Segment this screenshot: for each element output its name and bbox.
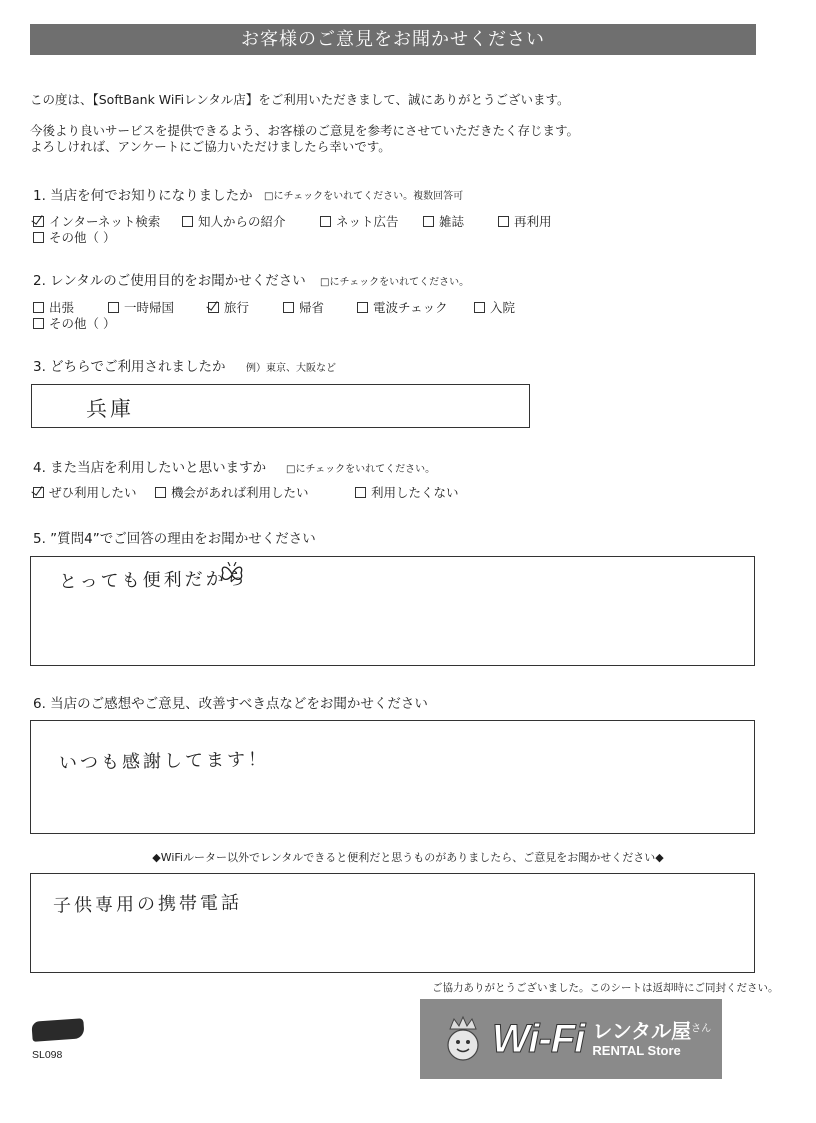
question-4: 4. また当店を利用したいと思いますか <box>33 460 267 476</box>
question-6: 6. 当店のご感想やご意見、改善すべき点などをお聞かせください <box>33 696 428 712</box>
q1-option-search[interactable]: インターネット検索 <box>33 212 160 230</box>
checkbox-checked-icon[interactable] <box>33 216 44 227</box>
redaction-mark <box>31 1018 84 1042</box>
checkbox-icon[interactable] <box>357 302 368 313</box>
checkbox-icon[interactable] <box>474 302 485 313</box>
logo-jp-text: レンタル屋 <box>592 1019 692 1043</box>
q1-option-magazine[interactable]: 雑誌 <box>423 212 464 230</box>
reason-answer: とっても便利だから <box>58 568 248 593</box>
other-rental-answer: 子供専用の携帯電話 <box>52 892 243 917</box>
q2-option-travel[interactable]: 旅行 <box>208 298 249 316</box>
checkbox-icon[interactable] <box>182 216 193 227</box>
checkbox-icon[interactable] <box>498 216 509 227</box>
thanks-note: ご協力ありがとうございました。このシートは返却時にご同封ください。 <box>432 982 779 994</box>
logo-san-text: さん <box>691 1023 712 1035</box>
checkbox-icon[interactable] <box>355 487 366 498</box>
question-7: ◆WiFiルーター以外でレンタルできると便利だと思うものがありましたら、ご意見をお聞かせください◆ <box>152 851 664 864</box>
q2-option-other[interactable]: その他（ ） <box>33 314 115 332</box>
location-answer: 兵庫 <box>85 396 135 422</box>
q1-option-reuse[interactable]: 再利用 <box>498 212 552 230</box>
q2-option-hospital[interactable]: 入院 <box>474 298 515 316</box>
question-2: 2. レンタルのご使用目的をお聞かせください <box>33 273 306 289</box>
checkbox-icon[interactable] <box>108 302 119 313</box>
checkbox-checked-icon[interactable] <box>208 302 219 313</box>
q2-option-business[interactable]: 出張 <box>33 298 74 316</box>
q1-option-ad[interactable]: ネット広告 <box>320 212 399 230</box>
question-3-hint: 例）東京、大阪など <box>246 363 336 374</box>
question-3: 3. どちらでご利用されましたか <box>33 359 226 375</box>
question-5: 5. ”質問4”でご回答の理由をお聞かせください <box>33 531 316 547</box>
crown-mascot-icon <box>442 1015 484 1063</box>
q1-option-other[interactable]: その他（ ） <box>33 228 115 246</box>
other-rental-answer-box[interactable] <box>30 873 755 973</box>
checkbox-icon[interactable] <box>423 216 434 227</box>
checkbox-icon[interactable] <box>320 216 331 227</box>
q1-option-referral[interactable]: 知人からの紹介 <box>182 212 286 230</box>
checkbox-icon[interactable] <box>155 487 166 498</box>
intro-line-1: この度は、【SoftBank WiFiレンタル店】をご利用いただきまして、誠にありがとうございます。 <box>30 92 570 107</box>
intro-line-2: 今後より良いサービスを提供できるよう、お客様のご意見を参考にさせていただきたく存じます。 <box>30 123 580 138</box>
sheet-code: SL098 <box>32 1049 63 1061</box>
question-1: 1. 当店を何でお知りになりましたか <box>33 188 253 204</box>
q4-option-maybe[interactable]: 機会があれば利用したい <box>155 483 309 501</box>
question-1-hint: □にチェックをいれてください。複数回答可 <box>264 191 464 202</box>
checkbox-icon[interactable] <box>283 302 294 313</box>
logo-en-text: RENTAL Store <box>592 1043 681 1058</box>
butterfly-doodle-icon <box>219 562 245 586</box>
logo-wifi-text: Wi-Fi <box>492 1016 585 1061</box>
question-2-hint: □にチェックをいれてください。 <box>320 277 470 288</box>
checkbox-icon[interactable] <box>33 302 44 313</box>
checkbox-icon[interactable] <box>33 232 44 243</box>
checkbox-icon[interactable] <box>33 318 44 329</box>
q4-option-definitely[interactable]: ぜひ利用したい <box>33 483 137 501</box>
checkbox-checked-icon[interactable] <box>33 487 44 498</box>
feedback-answer: いつも感謝してます！ <box>58 749 270 774</box>
q2-option-temporary-return[interactable]: 一時帰国 <box>108 298 174 316</box>
location-answer-box[interactable] <box>31 384 530 428</box>
page-title: お客様のご意見をお聞かせください <box>30 24 756 55</box>
reason-answer-box[interactable] <box>30 556 755 666</box>
intro-line-3: よろしければ、アンケートにご協力いただけましたら幸いです。 <box>30 139 391 154</box>
q2-option-homecoming[interactable]: 帰省 <box>283 298 324 316</box>
q2-option-signal-check[interactable]: 電波チェック <box>357 298 448 316</box>
question-4-hint: □にチェックをいれてください。 <box>286 464 436 475</box>
store-logo <box>420 999 722 1079</box>
q4-option-no[interactable]: 利用したくない <box>355 483 459 501</box>
feedback-answer-box[interactable] <box>30 720 755 834</box>
